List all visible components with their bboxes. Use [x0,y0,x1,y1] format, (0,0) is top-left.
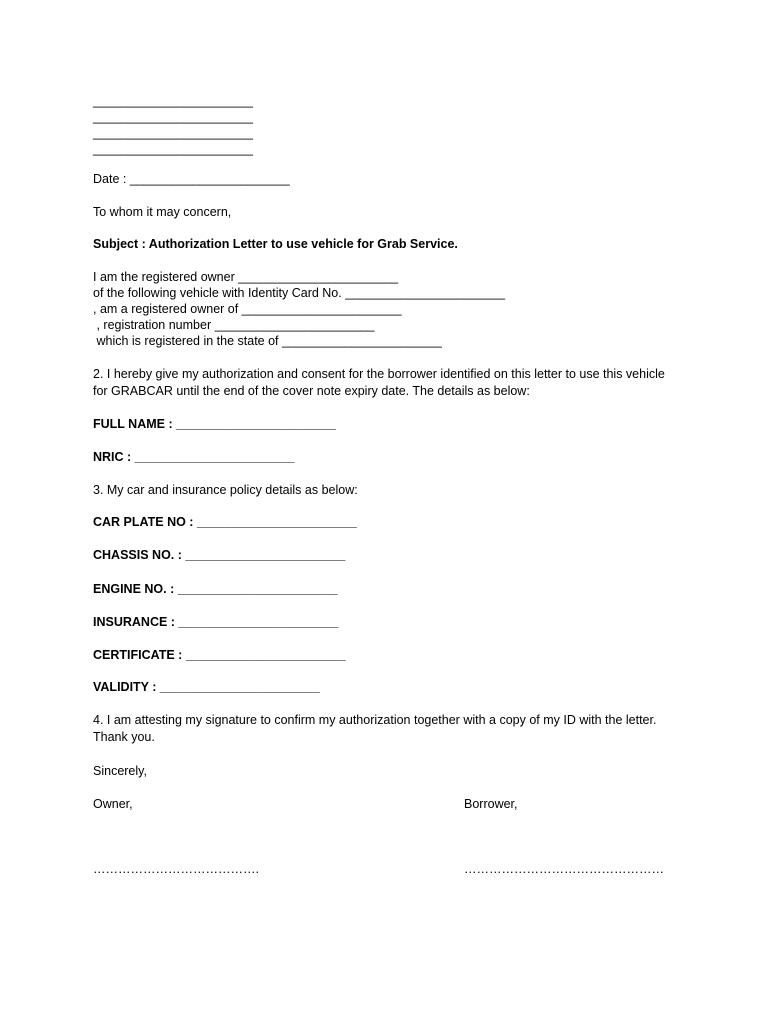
date-line: Date : _______________________ [93,172,290,186]
owner-line-2: of the following vehicle with Identity Card No. _______________________ [93,286,506,300]
owner-line-1: I am the registered owner _______________________ [93,270,399,284]
subject-line: Subject : Authorization Letter to use vehicle for Grab Service. [93,237,458,251]
header-blank-4: _______________________ [93,142,253,156]
chassis-field: CHASSIS NO. : _______________________ [93,548,346,562]
header-blank-3: _______________________ [93,126,253,140]
header-blank-2: _______________________ [93,110,253,124]
owner-label: Owner, [93,797,133,811]
borrower-label: Borrower, [464,797,518,811]
paragraph-3: 3. My car and insurance policy details as below: [93,483,358,497]
insurance-field: INSURANCE : _______________________ [93,615,339,629]
full-name-field: FULL NAME : _______________________ [93,417,336,431]
paragraph-4: 4. I am attesting my signature to confirm my authorization together with a copy of my ID with the letter. Thank you. [93,713,657,744]
owner-line-5: which is registered in the state of _______________________ [93,334,442,348]
closing: Sincerely, [93,764,147,778]
owner-signature-line: …………………………………. [93,862,259,876]
validity-field: VALIDITY : _______________________ [93,680,320,694]
nric-field: NRIC : _______________________ [93,450,295,464]
certificate-field: CERTIFICATE : _______________________ [93,648,346,662]
paragraph-2: 2. I hereby give my authorization and consent for the borrower identified on this letter to use this vehicle for GRABCAR until the end of the cover note expiry date. The details as below: [93,367,665,398]
owner-line-3: , am a registered owner of _______________________ [93,302,402,316]
borrower-signature-line: ………………………………………… [464,862,664,876]
car-plate-field: CAR PLATE NO : _______________________ [93,515,357,529]
owner-line-4: , registration number _______________________ [93,318,375,332]
header-blank-1: _______________________ [93,94,253,108]
engine-field: ENGINE NO. : _______________________ [93,582,338,596]
salutation: To whom it may concern, [93,205,232,219]
